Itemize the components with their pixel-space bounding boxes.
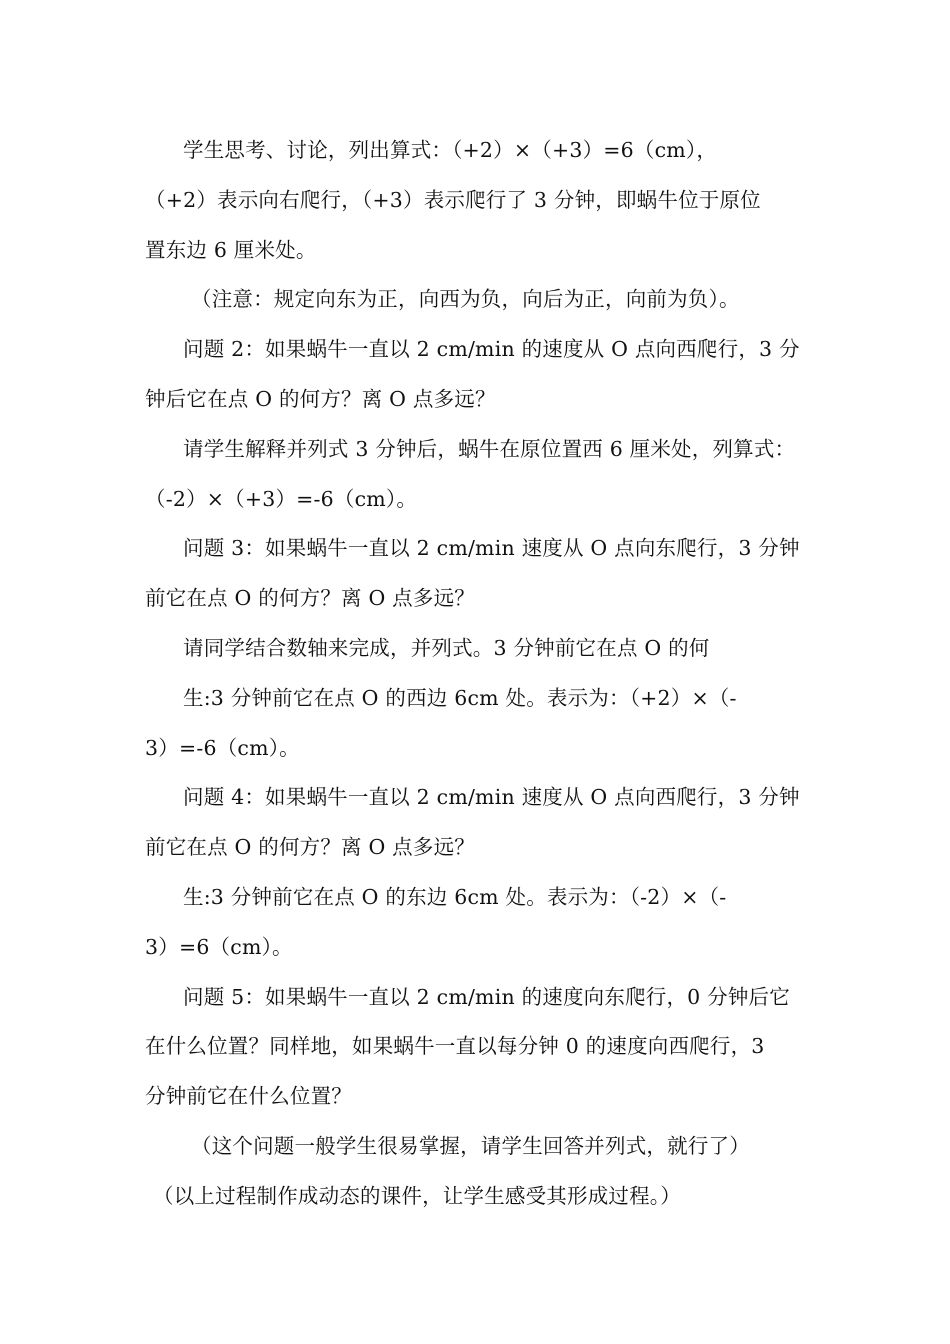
text-line: 置东边 6 厘米处。	[145, 237, 317, 262]
text-line: 在什么位置？同样地，如果蜗牛一直以每分钟 0 的速度向西爬行，3	[145, 1034, 765, 1059]
text-line: 分钟前它在什么位置？	[145, 1084, 352, 1109]
text-line: （以上过程制作成动态的课件，让学生感受其形成过程。）	[153, 1183, 681, 1208]
text-line: （注意：规定向东为正，向西为负，向后为正，向前为负）。	[191, 287, 740, 312]
text-line: 3）=-6（cm）。	[145, 735, 300, 760]
text-line: 生:3 分钟前它在点 O 的东边 6cm 处。表示为：（-2）×（-	[183, 884, 727, 909]
text-line: 问题 3：如果蜗牛一直以 2 cm/min 速度从 O 点向东爬行，3 分钟	[183, 536, 800, 561]
text-line: 问题 4：如果蜗牛一直以 2 cm/min 速度从 O 点向西爬行，3 分钟	[183, 785, 800, 810]
text-line: 3）=6（cm）。	[145, 934, 293, 959]
text-line: （-2）×（+3）=-6（cm）。	[145, 486, 418, 511]
text-line: 请同学结合数轴来完成，并列式。3 分钟前它在点 O 的何	[183, 635, 710, 660]
text-line: 钟后它在点 O 的何方？离 O 点多远？	[145, 386, 496, 411]
text-line: （这个问题一般学生很易掌握，请学生回答并列式，就行了）	[191, 1133, 750, 1158]
text-line: 问题 5：如果蜗牛一直以 2 cm/min 的速度向东爬行，0 分钟后它	[183, 984, 790, 1009]
text-line: （+2）表示向右爬行，（+3）表示爬行了 3 分钟，即蜗牛位于原位	[145, 187, 761, 212]
document-body	[145, 126, 815, 1222]
text-line: 生:3 分钟前它在点 O 的西边 6cm 处。表示为：（+2）×（-	[183, 685, 737, 710]
text-line: 前它在点 O 的何方？离 O 点多远？	[145, 835, 475, 860]
text-line: 请学生解释并列式 3 分钟后，蜗牛在原位置西 6 厘米处，列算式：	[183, 436, 796, 461]
text-line: 前它在点 O 的何方？离 O 点多远？	[145, 586, 475, 611]
text-line: 学生思考、讨论，列出算式：（+2）×（+3）=6（cm），	[183, 138, 718, 162]
text-line: 问题 2：如果蜗牛一直以 2 cm/min 的速度从 O 点向西爬行，3 分	[183, 337, 800, 362]
